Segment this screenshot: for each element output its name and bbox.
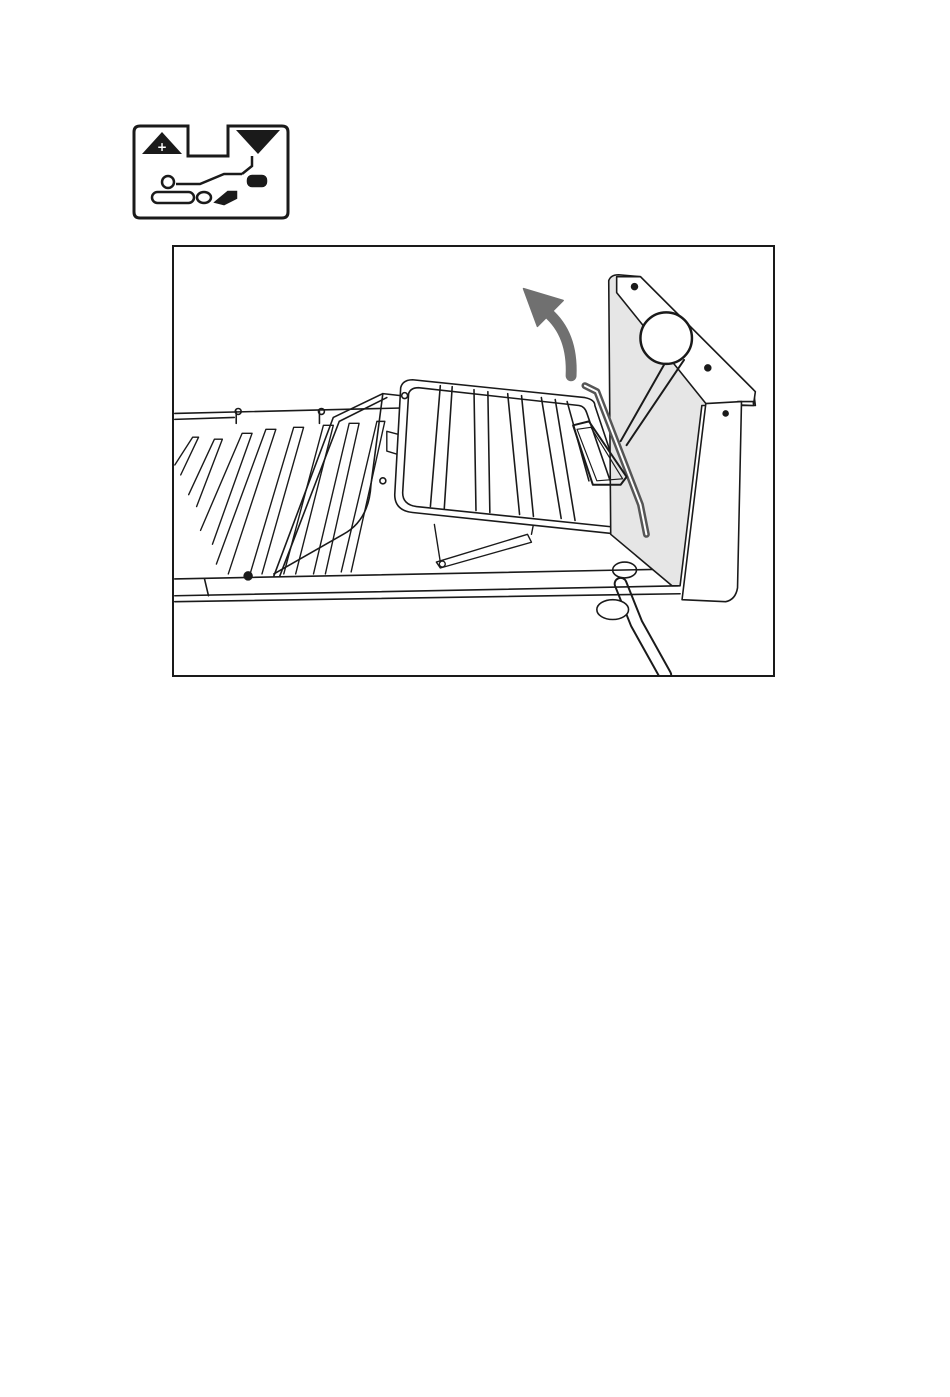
bed-illustration-frame [172,245,775,677]
bed-frame-illustration [174,247,773,675]
leg-section-slats [175,421,385,574]
bed-leg [597,562,665,675]
up-plus-symbol: + [156,140,168,154]
bed-control-panel-icon [132,124,290,220]
curved-arrow-up-icon [524,289,572,376]
